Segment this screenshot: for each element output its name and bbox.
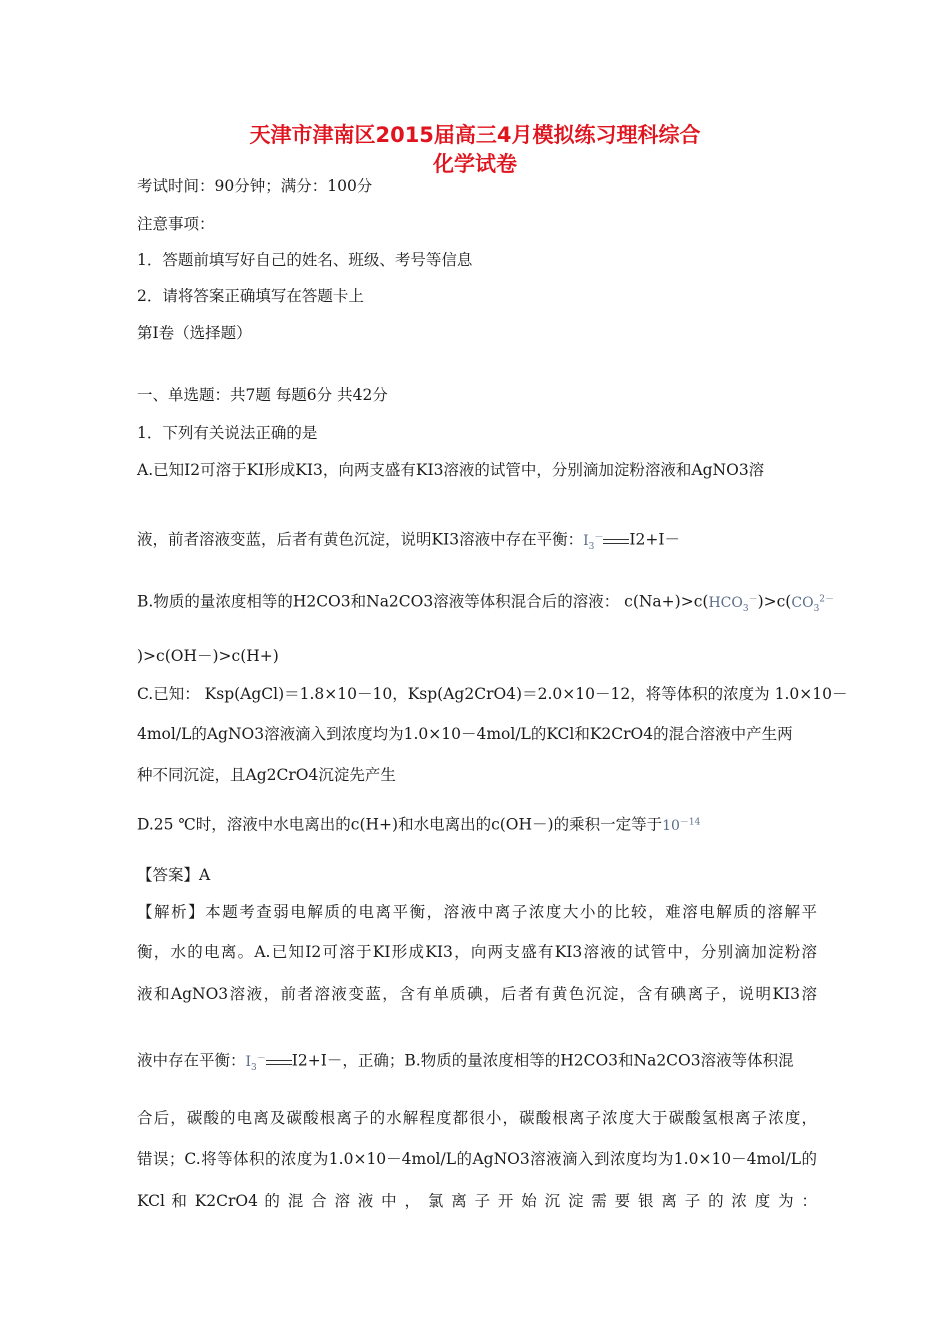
option-a-text: 液，前者溶液变蓝，后者有黄色沉淀，说明KI3溶液中存在平衡： <box>137 530 584 549</box>
analysis-line-4 <box>137 1047 817 1078</box>
analysis-line-5: 合后，碳酸的电离及碳酸根离子的水解程度都很小，碳酸根离子浓度大于碳酸氢根离子浓度， <box>137 1109 817 1127</box>
analysis-line-6: 错误；C.将等体积的浓度为1.0×10－4mol/L的AgNO3溶液滴入到浓度均为1.0×10－4mol/L的 <box>137 1150 817 1168</box>
analysis-line-3: 液和AgNO3溶液，前者溶液变蓝，含有单质碘，后者有黄色沉淀，含有碘离子，说明KI3溶 <box>137 985 817 1003</box>
analysis-line-4-post: I2+I－，正确；B.物质的量浓度相等的H2CO3和Na2CO3溶液等体积混 <box>291 1051 794 1070</box>
option-c-line-3: 种不同沉淀，且Ag2CrO4沉淀先产生 <box>137 766 396 784</box>
question-stem: 1．下列有关说法正确的是 <box>137 424 318 442</box>
analysis-line-4-pre: 液中存在平衡： <box>137 1051 246 1070</box>
formula-i3-minus-2: $I_3^-$ <box>245 1053 266 1073</box>
option-a-line-2 <box>137 526 817 557</box>
formula-ten-power: $10^{-14}$ <box>662 817 701 834</box>
option-c-line-1: C.已知： Ksp(AgCl)＝1.8×10－10，Ksp(Ag2CrO4)＝2.0×10－12，将等体积的浓度为 1.0×10－ <box>137 685 848 703</box>
notice-item-1: 1．答题前填写好自己的姓名、班级、考号等信息 <box>137 251 473 269</box>
document-subtitle: 化学试卷 <box>433 152 517 176</box>
option-c-line-2: 4mol/L的AgNO3溶液滴入到浓度均为1.0×10－4mol/L的KCl和K2CrO4的混合溶液中产生两 <box>137 725 793 743</box>
equilibrium-arrow-icon-2 <box>266 1057 292 1067</box>
formula-i3-minus: $I_3^-$ <box>583 532 604 552</box>
option-b-line-2: )>c(OH－)>c(H+) <box>137 647 279 665</box>
option-a-line-1: A.已知I2可溶于KI形成KI3，向两支盛有KI3溶液的试管中，分别滴加淀粉溶液和AgNO3溶 <box>137 461 765 479</box>
option-d-text: D.25 ℃时，溶液中水电离出的c(H+)和水电离出的c(OH－)的乘积一定等于 <box>137 815 663 834</box>
volume-label: 第I卷（选择题） <box>137 324 252 342</box>
notice-heading: 注意事项： <box>137 215 215 233</box>
formula-hco3-minus: $HCO_3^-$ <box>708 594 758 614</box>
analysis-line-2: 衡，水的电离。A.已知I2可溶于KI形成KI3，向两支盛有KI3溶液的试管中，分别滴加淀粉溶 <box>137 943 817 961</box>
analysis-line-1: 【解析】本题考查弱电解质的电离平衡，溶液中离子浓度大小的比较，难溶电解质的溶解平 <box>137 903 817 921</box>
option-b-mid: )>c( <box>757 592 792 611</box>
notice-item-2: 2．请将答案正确填写在答题卡上 <box>137 287 364 305</box>
exam-time: 考试时间：90分钟；满分：100分 <box>137 177 373 195</box>
answer-label: 【答案】A <box>137 866 211 884</box>
equilibrium-arrow-icon <box>603 536 629 546</box>
section-heading: 一、单选题：共7题 每题6分 共42分 <box>137 386 388 404</box>
formula-co3-2minus: $CO_3^{2-}$ <box>791 594 835 614</box>
analysis-line-7: KCl 和 K2CrO4 的 混 合 溶 液 中 ， 氯 离 子 开 始 沉 淀 需 要 银 离 子 的 浓 度 为 ： <box>137 1192 817 1210</box>
option-b-line-1 <box>137 588 835 619</box>
document-title: 天津市津南区2015届高三4月模拟练习理科综合 <box>249 123 701 147</box>
option-a-products: I2+I－ <box>629 530 680 549</box>
option-b-text: B.物质的量浓度相等的H2CO3和Na2CO3溶液等体积混合后的溶液： c(Na+)>c( <box>137 592 709 611</box>
option-d-line-1 <box>137 811 817 837</box>
